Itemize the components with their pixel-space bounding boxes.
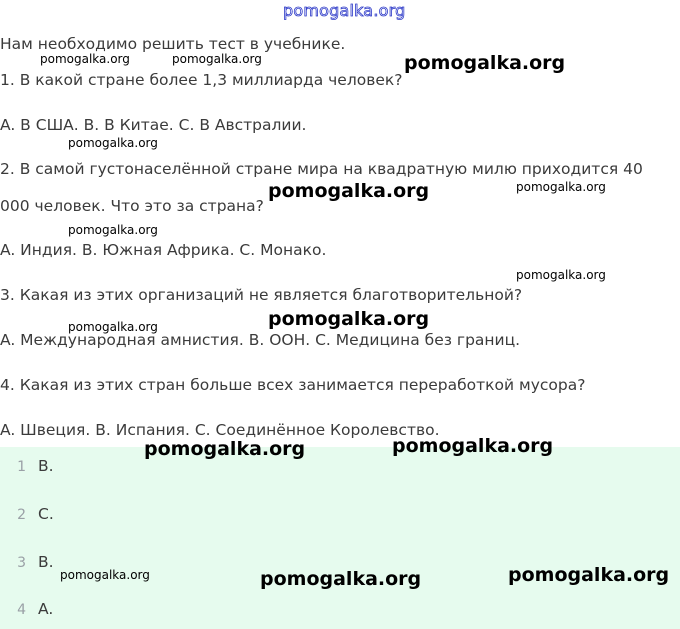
answer-item bbox=[0, 600, 53, 618]
watermark: pomogalka.org bbox=[260, 568, 422, 590]
answers-panel bbox=[0, 447, 680, 629]
question-2-line-1: 2. В самой густонаселённой стране мира на квадратную милю приходится 40 bbox=[0, 160, 643, 178]
answer-text: B. bbox=[38, 457, 54, 475]
watermark: pomogalka.org bbox=[508, 564, 670, 586]
answer-number: 4 bbox=[17, 602, 26, 618]
watermark: pomogalka.org bbox=[268, 180, 430, 202]
question-3: 3. Какая из этих организаций не является благотворительной? bbox=[0, 286, 523, 304]
answer-text: C. bbox=[38, 505, 54, 523]
answer-number: 1 bbox=[17, 459, 26, 475]
answer-text: B. bbox=[38, 553, 54, 571]
watermark: pomogalka.org bbox=[68, 223, 158, 237]
watermark: pomogalka.org bbox=[516, 180, 606, 194]
options-2: A. Индия. B. Южная Африка. C. Монако. bbox=[0, 241, 327, 259]
watermark: pomogalka.org bbox=[144, 438, 306, 460]
question-1: 1. В какой стране более 1,3 миллиарда человек? bbox=[0, 71, 403, 89]
site-logo[interactable]: pomogalka.org bbox=[283, 1, 406, 20]
watermark: pomogalka.org bbox=[516, 268, 606, 282]
options-1: A. В США. B. В Китае. C. В Австралии. bbox=[0, 116, 307, 134]
watermark: pomogalka.org bbox=[172, 52, 262, 66]
watermark: pomogalka.org bbox=[68, 136, 158, 150]
answer-text: A. bbox=[38, 600, 54, 618]
answer-item bbox=[0, 457, 54, 475]
answer-number: 2 bbox=[17, 507, 26, 523]
intro-text: Нам необходимо решить тест в учебнике. bbox=[0, 35, 346, 53]
answer-item bbox=[0, 553, 54, 571]
watermark: pomogalka.org bbox=[68, 320, 158, 334]
watermark: pomogalka.org bbox=[60, 568, 150, 582]
question-2-line-2: 000 человек. Что это за страна? bbox=[0, 197, 264, 215]
watermark: pomogalka.org bbox=[40, 52, 130, 66]
answer-item bbox=[0, 505, 54, 523]
watermark: pomogalka.org bbox=[268, 308, 430, 330]
options-4: A. Швеция. B. Испания. C. Соединённое Королевство. bbox=[0, 421, 440, 439]
watermark: pomogalka.org bbox=[404, 52, 566, 74]
options-3: A. Международная амнистия. B. ООН. C. Медицина без границ. bbox=[0, 331, 521, 349]
answer-number: 3 bbox=[17, 555, 26, 571]
watermark: pomogalka.org bbox=[392, 435, 554, 457]
question-4: 4. Какая из этих стран больше всех занимается переработкой мусора? bbox=[0, 376, 586, 394]
